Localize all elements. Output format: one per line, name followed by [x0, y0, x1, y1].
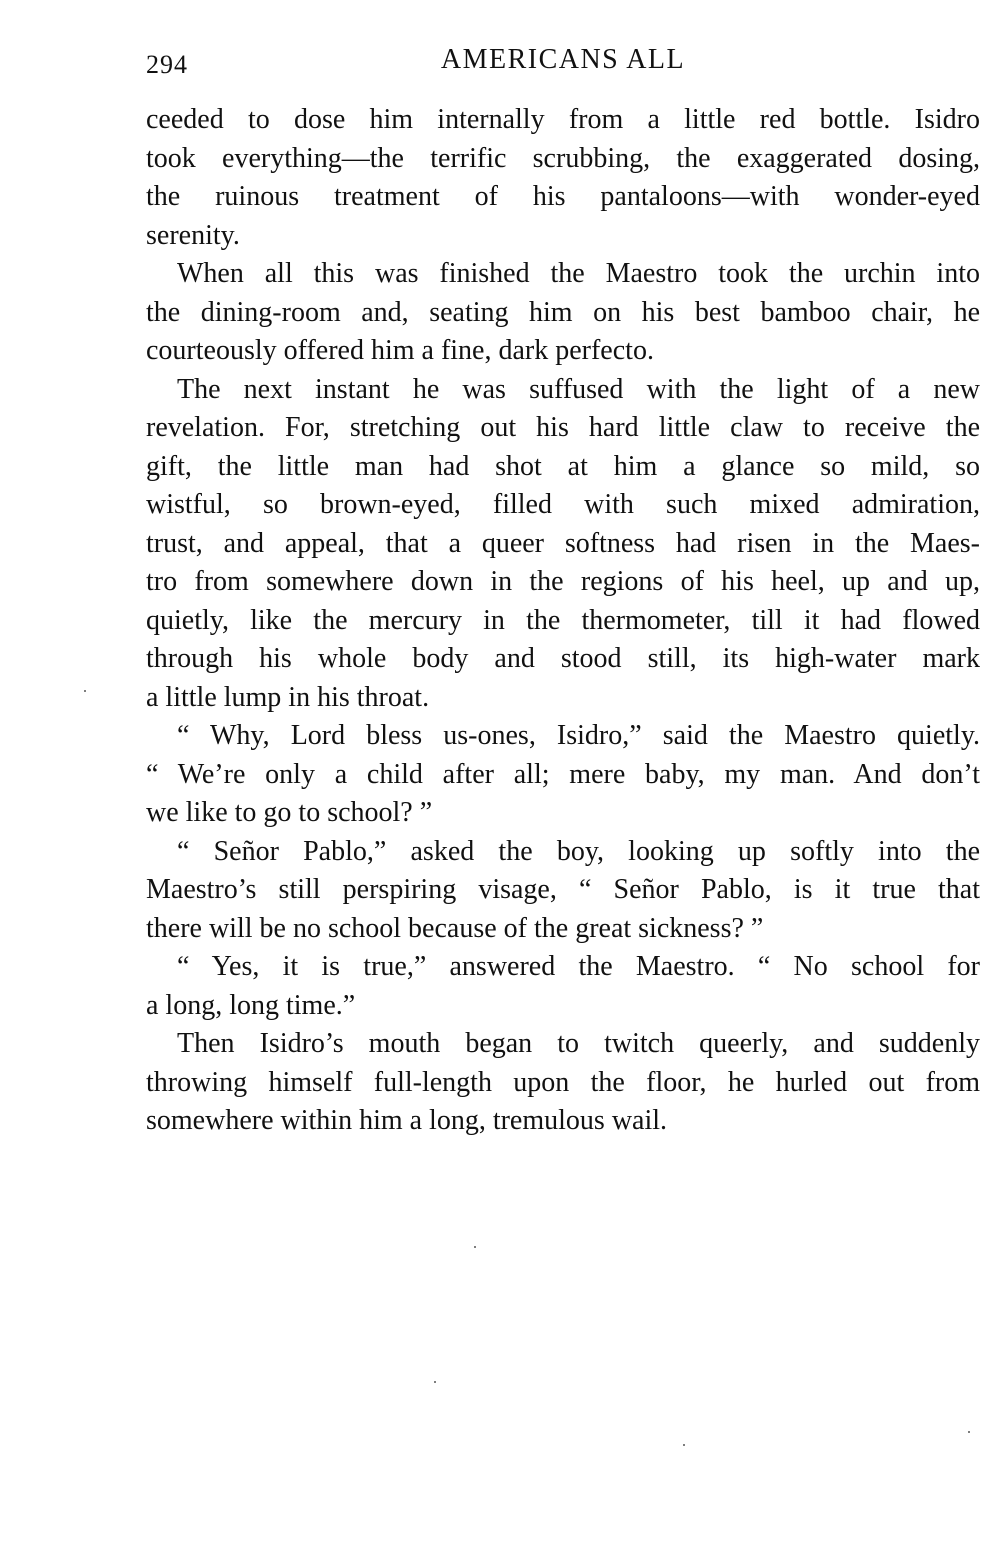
text-line: “ Yes, it is true,” answered the Maestro. “ No school for [177, 951, 980, 982]
body-text [146, 101, 980, 1141]
scan-speck [84, 690, 86, 692]
text-line: Then Isidro’s mouth began to twitch queerly, and suddenly [177, 1028, 980, 1059]
text-line: the ruinous treatment of his pantaloons—with wonder-eyed [146, 181, 980, 212]
text-line: serenity. [146, 219, 240, 251]
scan-speck [968, 1431, 970, 1433]
text-line: gift, the little man had shot at him a glance so mild, so [146, 450, 980, 482]
text-line: revelation. For, stretching out his hard little claw to receive the [146, 412, 980, 443]
running-head: AMERICANS ALL [440, 44, 686, 75]
scan-speck [474, 1246, 476, 1248]
text-line: there will be no school because of the great sickness? ” [146, 912, 764, 944]
page-header [146, 44, 980, 88]
text-line: through his whole body and stood still, its high-water mark [146, 643, 980, 674]
text-line: wistful, so brown-eyed, filled with such mixed admiration, [146, 489, 980, 520]
text-line: somewhere within him a long, tremulous wail. [146, 1105, 668, 1136]
scan-speck [434, 1381, 436, 1383]
text-line: throwing himself full-length upon the floor, he hurled out from [146, 1066, 980, 1098]
text-line: The next instant he was suffused with the light of a new [177, 373, 980, 405]
text-line: Maestro’s still perspiring visage, “ Señor Pablo, is it true that [146, 874, 980, 905]
text-line: When all this was finished the Maestro took the urchin into [177, 258, 980, 289]
text-line: courteously offered him a fine, dark perfecto. [146, 335, 654, 366]
text-line: took everything—the terrific scrubbing, the exaggerated dosing, [146, 142, 980, 174]
text-line: “ Señor Pablo,” asked the boy, looking up softly into the [177, 835, 980, 867]
text-line: we like to go to school? ” [146, 797, 433, 828]
text-line: a little lump in his throat. [146, 681, 430, 713]
text-line: tro from somewhere down in the regions of his heel, up and up, [146, 566, 980, 597]
text-line: trust, and appeal, that a queer softness had risen in the Maes- [146, 527, 980, 559]
text-line: “ Why, Lord bless us-ones, Isidro,” said the Maestro quietly. [177, 720, 980, 751]
text-line: the dining-room and, seating him on his best bamboo chair, he [146, 296, 980, 328]
text-line: quietly, like the mercury in the thermometer, till it had flowed [146, 604, 980, 636]
text-line: “ We’re only a child after all; mere baby, my man. And don’t [146, 758, 980, 790]
text-line: a long, long time.” [146, 989, 356, 1021]
page-number: 294 [146, 50, 188, 79]
text-line: ceeded to dose him internally from a little red bottle. Isidro [146, 104, 980, 135]
scan-speck [683, 1444, 685, 1446]
